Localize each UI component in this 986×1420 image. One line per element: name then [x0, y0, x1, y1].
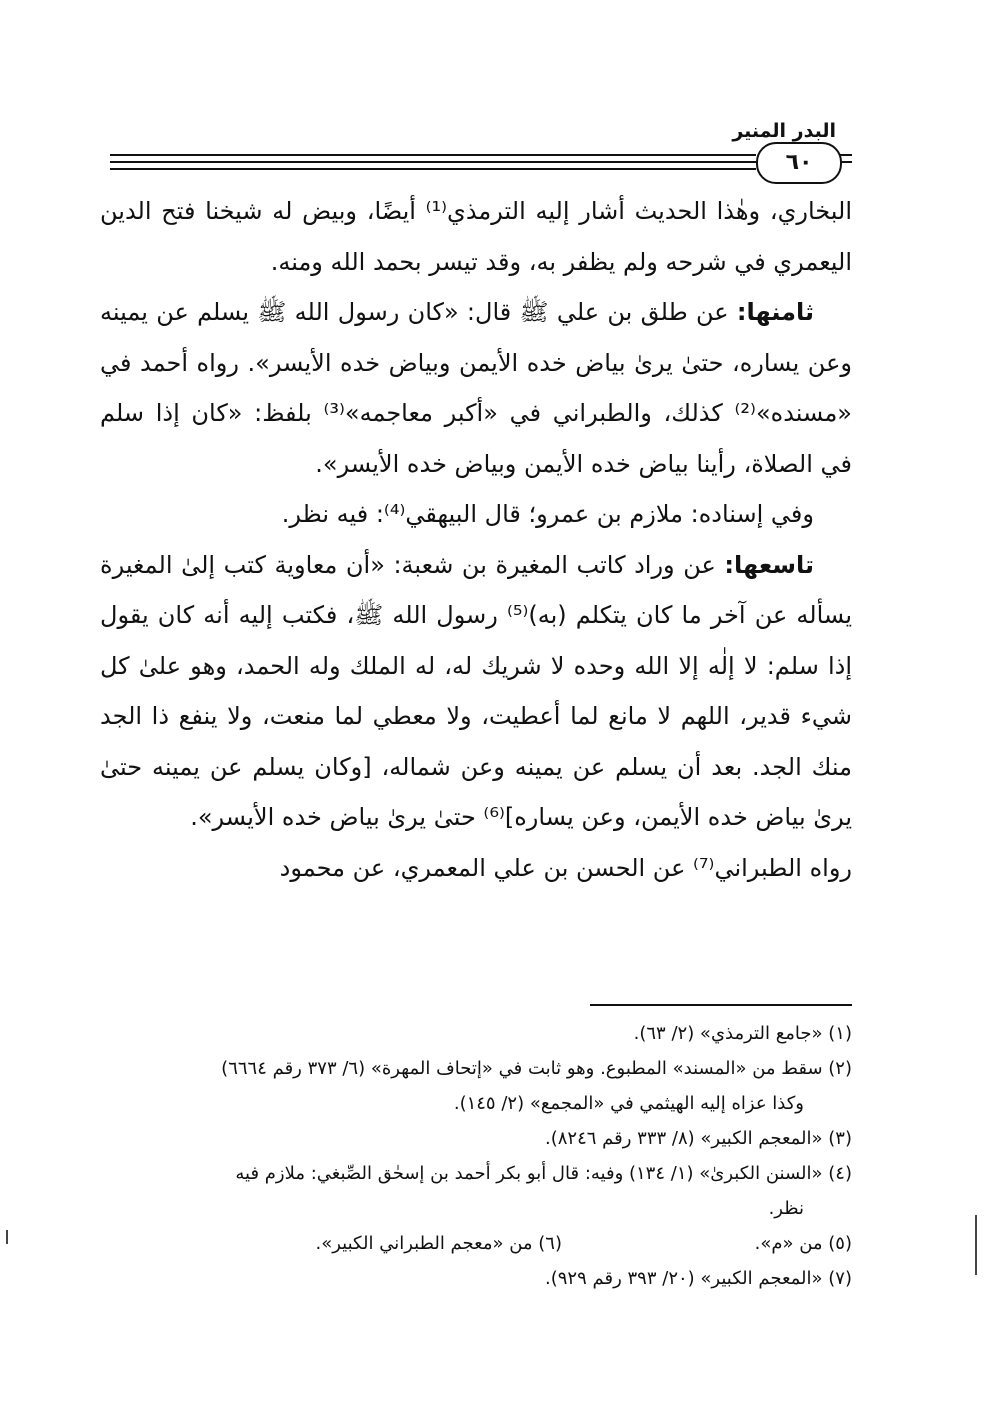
- main-text: [100, 186, 852, 893]
- paragraph-text: عن طلق بن علي ﷺ قال: «كان رسول الله ﷺ يسلم عن يمينه وعن يساره، حتىٰ يرىٰ بياض خده الأيمن وبياض خده الأيسر». رواه أحمد في «مسنده»⁽²⁾ كذلك، والطبراني في «أكبر معاجمه»⁽³⁾ بلفظ: «كان إذا سلم في الصلاة، رأينا بياض خده الأيمن وبياض خده الأيسر».: [100, 298, 852, 478]
- paragraph: وفي إسناده: ملازم بن عمرو؛ قال البيهقي⁽⁴⁾: فيه نظر.: [281, 500, 814, 528]
- paragraph: رواه الطبراني⁽⁷⁾ عن الحسن بن علي المعمري، عن محمود: [279, 853, 852, 882]
- section-lead: تاسعها:: [724, 550, 814, 579]
- paragraph: البخاري، وهٰذا الحديث أشار إليه الترمذي⁽¹⁾ أيضًا، وبيض له شيخنا فتح الدين اليعمري في شرحه ولم يظفر به، وقد تيسر بحمد الله ومنه.: [100, 197, 852, 276]
- footnote: (٤) «السنن الكبرىٰ» (١/ ١٣٤) وفيه: قال أبو بكر أحمد بن إسحٰق الصِّبغي: ملازم فيه: [235, 1163, 852, 1184]
- footnotes: [100, 1016, 852, 1296]
- paragraph: [100, 540, 852, 843]
- running-title: البدر المنير: [732, 120, 836, 142]
- section-lead: ثامنها:: [736, 298, 814, 326]
- footnote-continuation: نظر.: [768, 1198, 804, 1219]
- header-rule: [110, 154, 756, 156]
- footnote-row: [100, 1226, 852, 1261]
- header-rule: [110, 168, 756, 170]
- scan-mark: [975, 1215, 977, 1275]
- footnote: (٢) سقط من «المسند» المطبوع. وهو ثابت في «إتحاف المهرة» (٦/ ٣٧٣ رقم ٦٦٦٤): [221, 1058, 852, 1079]
- paragraph: [100, 287, 852, 489]
- footnote-separator: [590, 1004, 852, 1006]
- paragraph-text: عن وراد كاتب المغيرة بن شعبة: «أن معاوية كتب إلىٰ المغيرة يسأله عن آخر ما كان يتكلم (به)⁽⁵⁾ رسول الله ﷺ، فكتب إليه أنه كان يقول إذا سلم: لا إلٰه إلا الله وحده لا شريك له، له الملك وله الحمد، وهو علىٰ كل شيء قدير، اللهم لا مانع لما أعطيت، ولا معطي لما منعت، ولا ينفع ذا الجد منك الجد. بعد أن يسلم عن يمينه وعن شماله، [وكان يسلم عن يمينه حتىٰ يرىٰ بياض خده الأيمن، وعن يساره]⁽⁶⁾ حتىٰ يرىٰ بياض خده الأيسر».: [100, 550, 852, 831]
- header-rule: [110, 161, 756, 163]
- page-header: [100, 112, 852, 182]
- footnote: (٦) من «معجم الطبراني الكبير».: [315, 1233, 562, 1254]
- footnote: (٥) من «م».: [754, 1233, 852, 1254]
- page-number: ٦٠: [756, 142, 842, 184]
- footnote: (٣) «المعجم الكبير» (٨/ ٣٣٣ رقم ٨٢٤٦).: [545, 1128, 852, 1149]
- footnote: (٧) «المعجم الكبير» (٢٠/ ٣٩٣ رقم ٩٢٩).: [545, 1268, 852, 1289]
- footnote-continuation: وكذا عزاه إليه الهيثمي في «المجمع» (٢/ ١٤٥).: [453, 1093, 804, 1114]
- footnote: (١) «جامع الترمذي» (٢/ ٦٣).: [633, 1023, 852, 1044]
- scan-mark: [6, 1230, 8, 1244]
